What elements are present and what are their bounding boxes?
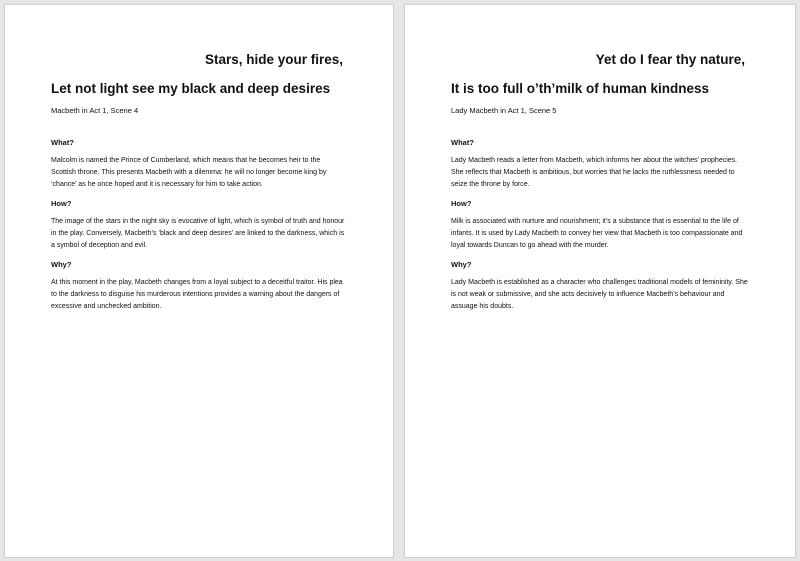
section-heading-what: What?	[51, 138, 74, 147]
section-body-why: Lady Macbeth is established as a character who challenges traditional models of femininity. She is not weak or submissive, and she acts decisively to influence Macbeth’s behaviour and assuage his doubts.	[451, 279, 748, 310]
section-heading-how: How?	[51, 199, 72, 208]
section-body-how: The image of the stars in the night sky is evocative of light, which is symbol of truth and honour in the play. Conversely, Macbeth’s ‘black and deep desires’ are linked to the darkness, which is a symbol of deception and evil.	[51, 218, 345, 249]
section-body-what: Lady Macbeth reads a letter from Macbeth, which informs her about the witches’ prophecies. She reflects that Macbeth is ambitious, but worries that he lacks the ruthlessness needed to seize the throne by force.	[451, 157, 738, 188]
section-heading-how: How?	[451, 199, 472, 208]
section-body-why: At this moment in the play, Macbeth changes from a loyal subject to a deceitful traitor. His plea to the darkness to disguise his murderous intentions provides a warning about the dangers of excessive and unchecked ambition.	[51, 279, 343, 310]
document-page-right	[404, 4, 796, 558]
quote-title-line-1: Stars, hide your fires,	[204, 52, 343, 67]
document-page-left	[4, 4, 394, 558]
page-content	[51, 51, 347, 320]
quote-attribution: Lady Macbeth in Act 1, Scene 5	[451, 106, 557, 115]
quote-title-line-2: It is too full o’th’milk of human kindness	[451, 81, 710, 96]
section-body-what: Malcolm is named the Prince of Cumberland, which means that he becomes heir to the Scottish throne. This presents Macbeth with a dilemma: he will no longer become king by ‘chance’ as he once hoped and it is necessary for him to take action.	[51, 157, 327, 188]
section-heading-what: What?	[451, 138, 474, 147]
quote-title-line-2: Let not light see my black and deep desires	[51, 81, 331, 96]
section-heading-why: Why?	[51, 260, 72, 269]
quote-attribution: Macbeth in Act 1, Scene 4	[51, 106, 139, 115]
quote-title-line-1: Yet do I fear thy nature,	[595, 52, 745, 67]
page-content	[451, 51, 749, 320]
section-body-how: Milk is associated with nurture and nourishment; it’s a substance that is essential to the life of infants. It is used by Lady Macbeth to convey her view that Macbeth is too compassionate and loyal towards Duncan to go ahead with the murder.	[451, 218, 743, 249]
section-heading-why: Why?	[451, 260, 472, 269]
